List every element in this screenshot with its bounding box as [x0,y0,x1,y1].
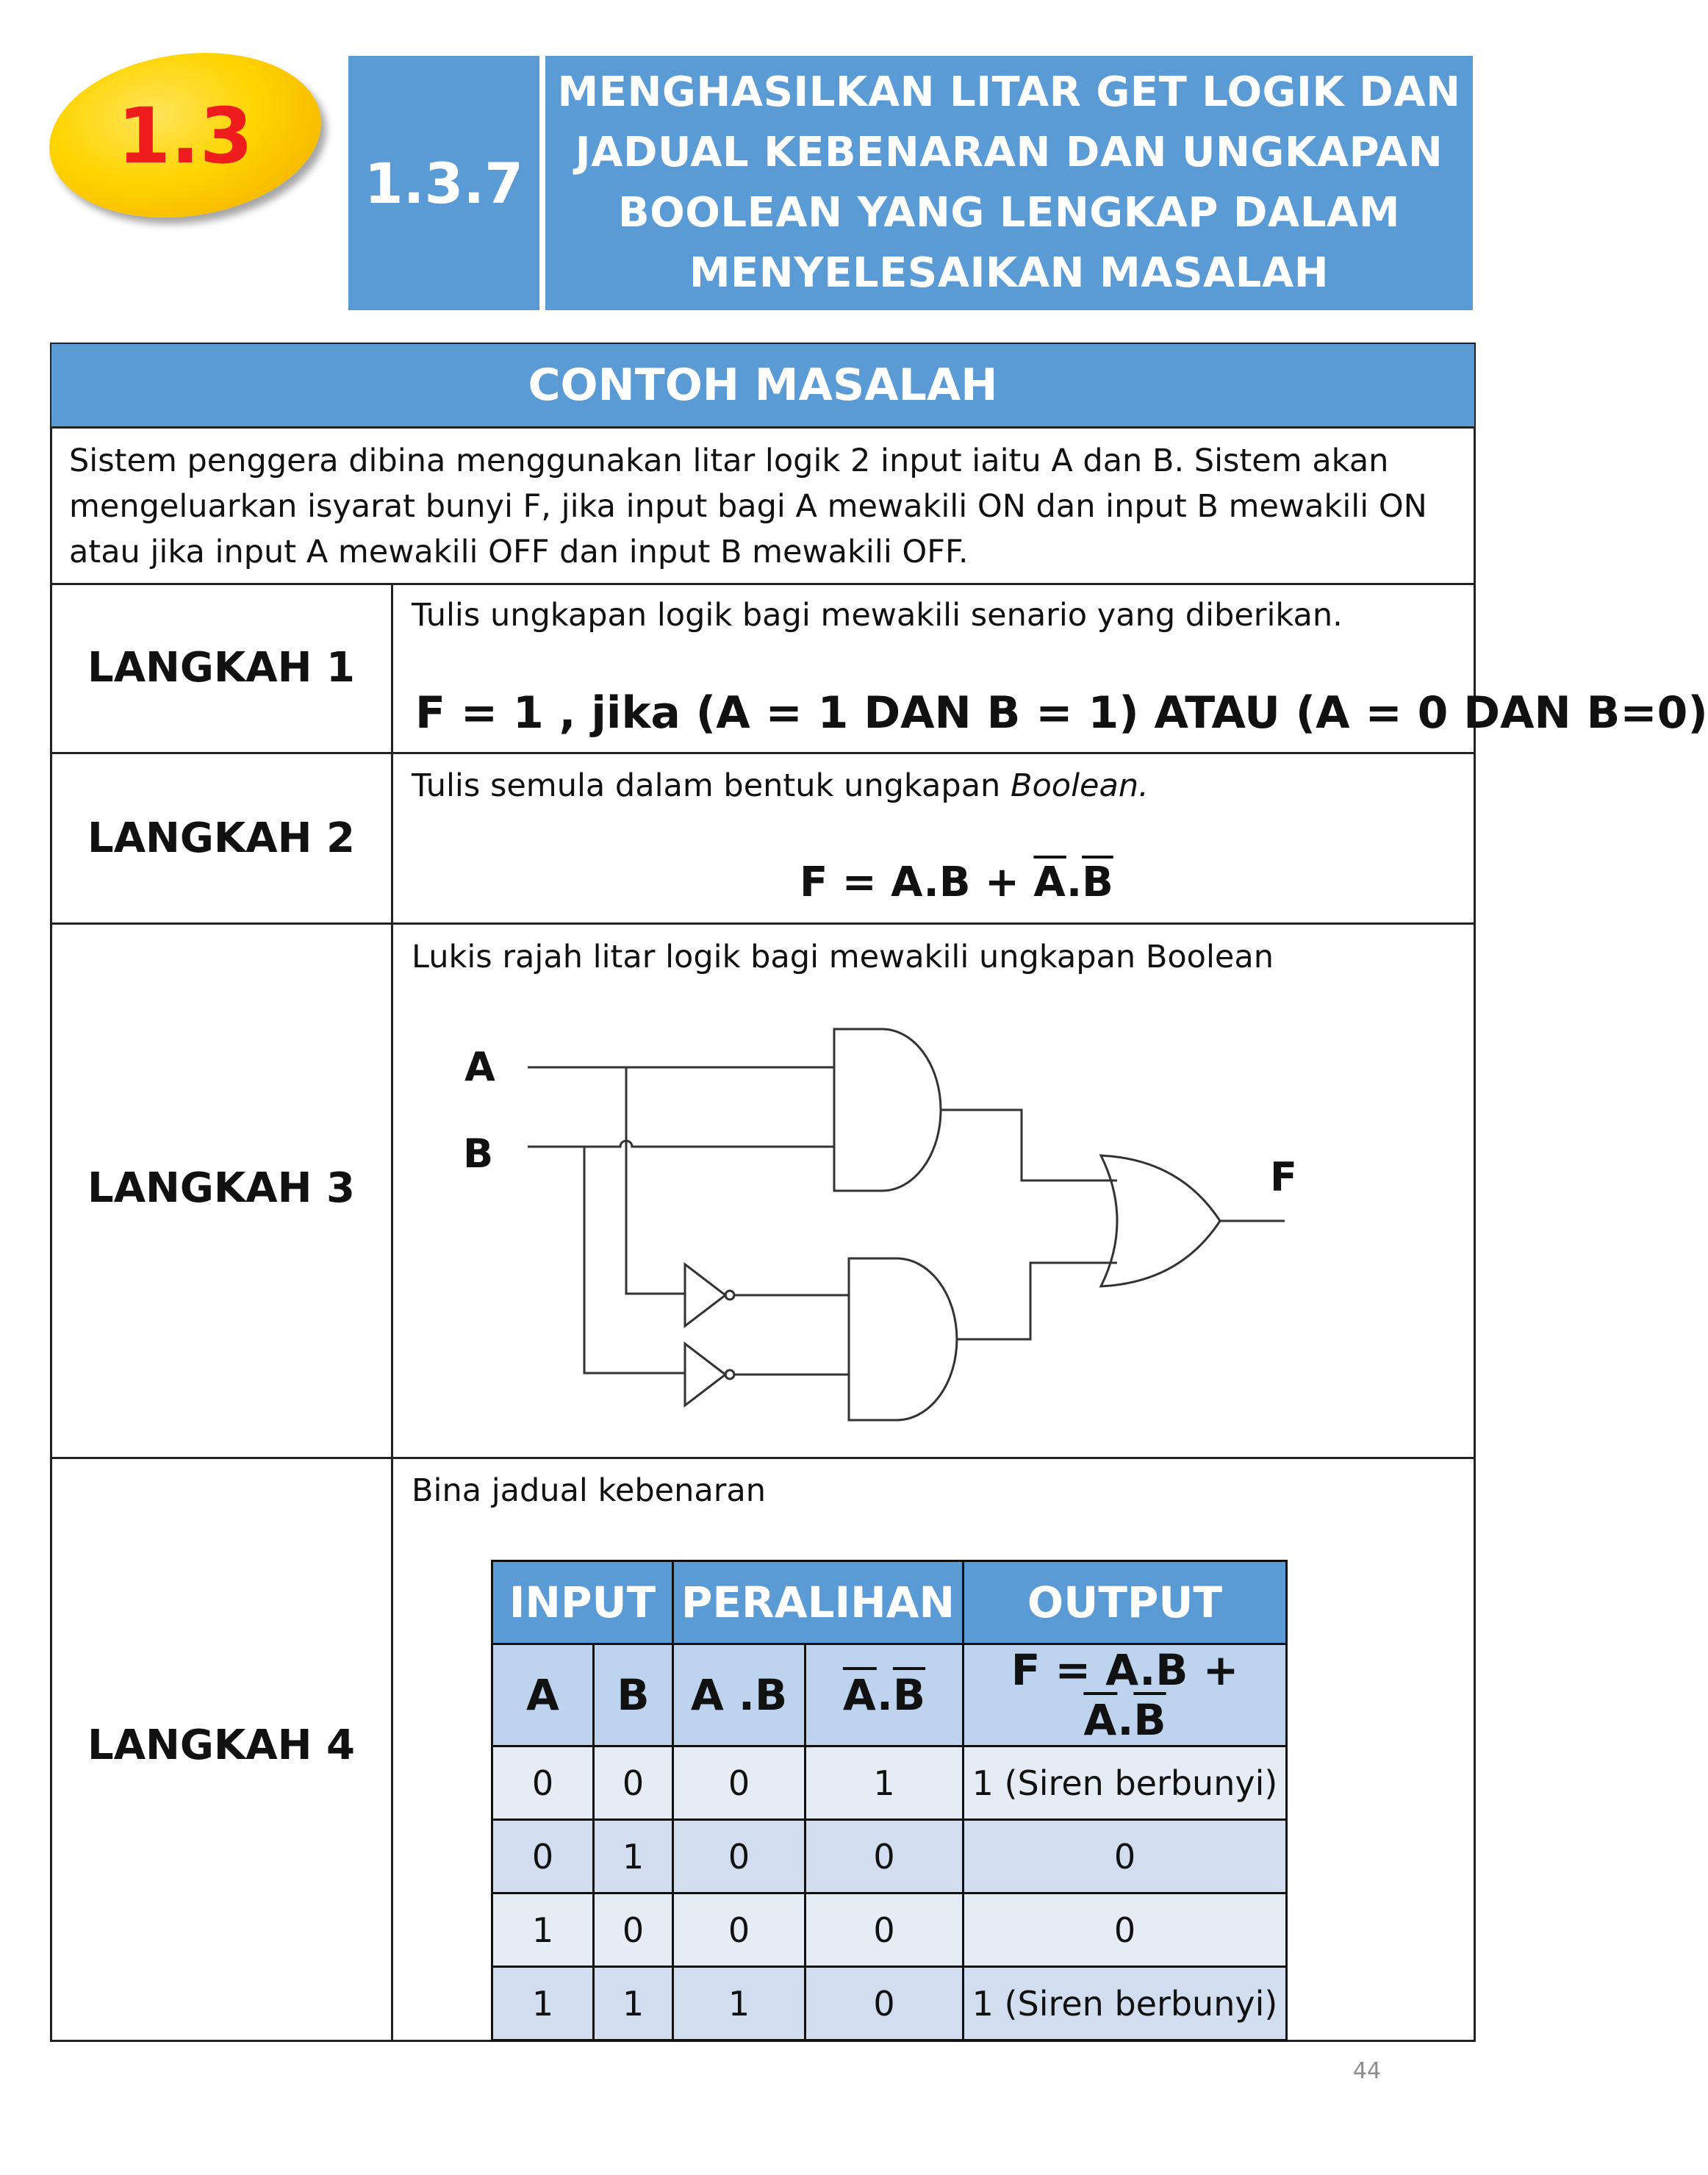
circuit-label-b: B [463,1131,494,1177]
circuit-label-f: F [1270,1154,1297,1200]
step-3-instruction: Lukis rajah litar logik bagi mewakili ungkapan Boolean [412,939,1274,975]
or-gate [1101,1155,1220,1286]
table-cell: 0 [492,1746,594,1820]
nanb-b-bar: $\overline{B}$ [892,1670,926,1720]
table-cell: 1 [673,1967,805,2040]
nanb-a-bar: $\overline{A}$ [842,1670,877,1720]
table-cell: 0 [964,1893,1287,1967]
page-title-line: BOOLEAN YANG LENGKAP DALAM [617,189,1400,237]
column-header-b: B [594,1644,673,1746]
and-gate-2 [849,1258,957,1420]
page-title [545,56,1473,310]
step-2-label: LANGKAH 2 [87,814,355,862]
step-2-expr-dot: . [1066,859,1083,906]
wire-and-2-out [957,1263,1117,1339]
group-header-input: INPUT [492,1561,673,1644]
table-cell: 0 [673,1893,805,1967]
table-cell: 0 [673,1820,805,1893]
table-cell: 0 [964,1820,1287,1893]
step-3-label: LANGKAH 3 [87,1164,355,1212]
group-header-output: OUTPUT [964,1561,1287,1644]
table-row [492,1746,1287,1820]
step-1-label: LANGKAH 1 [87,644,355,692]
divider [50,583,1476,585]
truth-table-column-header [492,1644,1287,1746]
step-2-instruction-italic: Boolean. [1010,767,1149,804]
table-row [492,1820,1287,1893]
f-dot: . [1117,1695,1134,1745]
table-cell: 1 (Siren berbunyi) [964,1967,1287,2040]
logic-circuit-diagram [393,925,1474,1455]
f-a-bar: $\overline{A}$ [1083,1695,1118,1745]
step-2-expr-a-bar: $\overline{A}$ [1033,859,1066,906]
table-cell: 1 (Siren berbunyi) [964,1746,1287,1820]
wire-b-branch [584,1147,685,1373]
divider [50,752,1476,754]
page-number: 44 [1352,2058,1382,2084]
table-cell: 1 [805,1746,964,1820]
nanb-dot: . [876,1670,893,1720]
subsection-number-text: 1.3.7 [364,150,524,216]
page-title-line: JADUAL KEBENARAN DAN UNGKAPAN [575,129,1443,176]
step-2-expression [800,859,1113,906]
step-2-instruction [412,767,1149,804]
column-header-a: A [492,1644,594,1746]
section-badge-number: 1.3 [117,91,254,181]
section-title [51,344,1474,426]
circuit-label-a: A [464,1044,495,1090]
table-cell: 0 [805,1967,964,2040]
section-title-text: CONTOH MASALAH [528,359,998,411]
table-cell: 0 [805,1820,964,1893]
divider [50,426,1476,429]
step-4-instruction: Bina jadual kebenaran [412,1472,766,1509]
table-cell: 1 [594,1820,673,1893]
table-cell: 0 [492,1820,594,1893]
table-cell: 0 [594,1746,673,1820]
table-cell: 1 [594,1967,673,2040]
table-cell: 0 [805,1893,964,1967]
step-2-expr-b-bar: $\overline{B}$ [1082,859,1113,906]
step-1-expression: F = 1 , jika (A = 1 DAN B = 1) ATAU (A = 0 DAN B=0) [415,687,1708,739]
not-gate-2 [685,1344,725,1405]
truth-table [491,1560,1288,2041]
table-row [492,1967,1287,2040]
problem-statement: Sistem penggera dibina menggunakan litar logik 2 input iaitu A dan B. Sistem akan mengeluarkan isyarat bunyi F, jika input bagi A mewakili ON dan input B mewakili ON atau jika input A mewakili OFF dan input B mewakili OFF. [69,442,1427,570]
divider [50,1457,1476,1459]
step-2-instruction-text: Tulis semula dalam bentuk ungkapan [412,767,1011,804]
wire-and-1-out [941,1110,1117,1180]
table-row [492,1893,1287,1967]
table-cell: 0 [673,1746,805,1820]
step-2-expr-left: F = A.B + [800,859,1034,906]
wire-a-branch [626,1067,685,1294]
page-title-line: MENYELESAIKAN MASALAH [689,249,1330,297]
table-cell: 1 [492,1967,594,2040]
page-title-line: MENGHASILKAN LITAR GET LOGIK DAN [557,68,1461,116]
column-header-ab: A .B [673,1644,805,1746]
not-gate-1 [685,1264,725,1326]
f-prefix: F = A.B + [1011,1645,1239,1695]
and-gate-1 [834,1029,941,1191]
f-b-bar: $\overline{B}$ [1133,1695,1166,1745]
step-1-instruction: Tulis ungkapan logik bagi mewakili senario yang diberikan. [412,597,1343,634]
table-cell: 1 [492,1893,594,1967]
column-header-nanb [805,1644,964,1746]
truth-table-group-header [492,1561,1287,1644]
step-4-label: LANGKAH 4 [87,1721,355,1769]
table-cell: 0 [594,1893,673,1967]
subsection-number [348,56,539,310]
column-header-f [964,1644,1287,1746]
wire-b [528,1141,834,1147]
group-header-peralihan: PERALIHAN [673,1561,964,1644]
